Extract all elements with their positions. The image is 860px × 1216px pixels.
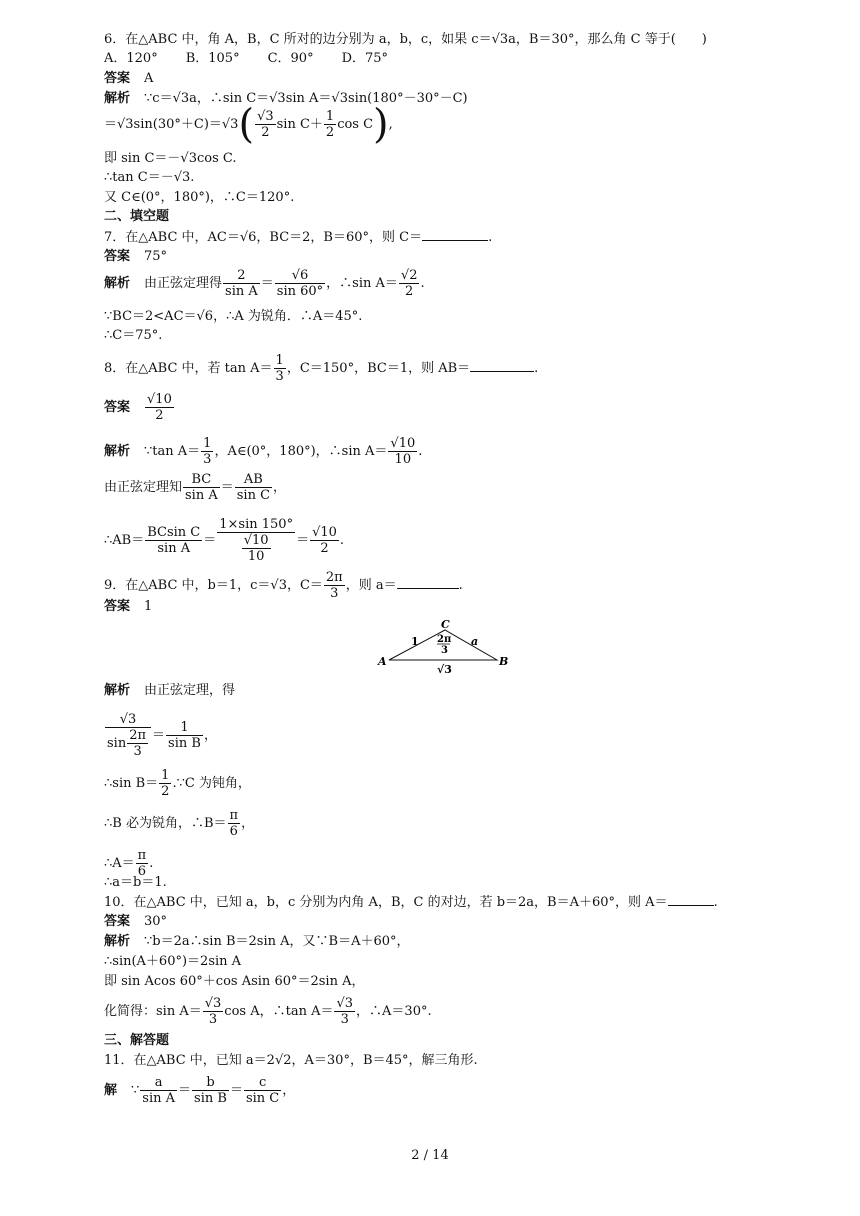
fraction <box>192 1075 229 1106</box>
answer-label: 答案 <box>104 599 131 614</box>
q6-analysis-text: ∵c＝√3a，∴sin C＝√3sin A＝√3sin(180°－30°－C) <box>144 91 468 106</box>
frac-num: 1×sin 150° <box>219 517 294 532</box>
equals: ＝ <box>152 728 166 743</box>
q10-stem-end: . <box>713 895 718 910</box>
q6-option-b: B．105° <box>185 51 240 66</box>
frac-num: 1 <box>203 436 212 451</box>
fraction <box>166 720 203 751</box>
frac-den: 6 <box>229 824 238 839</box>
fraction <box>145 392 174 423</box>
q10-analysis-text: 化简得：sin A＝ <box>104 1004 202 1019</box>
q6-analysis-line2 <box>104 101 393 148</box>
page-number: 2 / 14 <box>411 1148 449 1163</box>
q7-analysis-line2 <box>104 308 362 326</box>
fraction <box>223 268 260 299</box>
q6-stem-paren: ) <box>701 32 707 47</box>
q8-analysis-text: ，A∈(0°，180°)，∴sin A＝ <box>214 444 388 459</box>
fraction <box>203 996 224 1027</box>
frac-num: 2π <box>129 728 147 743</box>
q10-analysis-text: ∵b＝2a∴sin B＝2sin A，又∵B＝A＋60°， <box>144 934 410 949</box>
fraction <box>127 728 148 759</box>
frac-den: sin C <box>236 488 271 503</box>
q10-analysis-line4 <box>104 996 432 1027</box>
triangle-figure <box>375 618 515 678</box>
q7-answer <box>104 248 167 266</box>
frac-num: π <box>137 848 147 863</box>
q6-answer-value: A <box>144 71 154 86</box>
q10-stem <box>104 893 718 912</box>
q9-analysis-text: ∴B 必为锐角，∴B＝ <box>104 816 227 831</box>
fraction <box>324 109 336 140</box>
q6-stem <box>104 31 707 49</box>
q10-analysis-line2 <box>104 953 241 971</box>
q6-analysis-text: sin C＋ <box>276 117 323 132</box>
vertex-label-a: A <box>378 655 387 668</box>
fraction <box>235 472 272 503</box>
fraction <box>388 436 417 467</box>
frac-num: √10 <box>243 533 269 548</box>
q8-analysis-line1 <box>104 436 422 467</box>
frac-num: BCsin C <box>147 525 201 540</box>
q8-stem-text: ，C＝150°，BC＝1，则 AB＝ <box>286 361 471 376</box>
q10-analysis-line3 <box>104 973 364 991</box>
side-label-a: a <box>471 635 479 648</box>
side-label-b: 1 <box>411 635 419 648</box>
q8-analysis-text: ， <box>273 480 287 495</box>
frac-den: sin B <box>194 1091 227 1106</box>
q7-stem <box>104 228 492 247</box>
frac-den: 2 <box>405 284 414 299</box>
left-paren: ( <box>238 101 255 148</box>
frac-den: 3 <box>330 586 339 601</box>
frac-den: sin A <box>185 488 218 503</box>
frac-den: 6 <box>137 864 147 879</box>
side-label-c: √3 <box>437 663 452 676</box>
frac-num: √3 <box>257 109 274 124</box>
q7-analysis-text: ∴C＝75°. <box>104 328 163 343</box>
q6-analysis-text: 又 C∈(0°，180°)，∴C＝120°. <box>104 190 295 205</box>
equals: ＝ <box>296 533 310 548</box>
answer-label: 答案 <box>104 71 131 86</box>
q7-analysis-text: ，∴sin A＝ <box>326 276 398 291</box>
fraction <box>399 268 420 299</box>
frac-num: BC <box>183 472 220 488</box>
q11-stem <box>104 1052 478 1070</box>
q10-analysis-line1 <box>104 933 410 951</box>
frac-num: √10 <box>147 392 172 407</box>
q11-solution-text: ∵ <box>131 1083 140 1098</box>
vertex-label-c: C <box>441 618 450 631</box>
fraction <box>334 996 355 1027</box>
angle-label-num: 2π <box>437 634 452 645</box>
frac-num: AB <box>235 472 272 488</box>
vertex-label-b: B <box>499 655 509 668</box>
frac-num: 1 <box>275 353 284 368</box>
q6-analysis-text: ＝√3sin(30°＋C)＝√3 <box>104 117 239 132</box>
answer-label: 答案 <box>104 914 131 929</box>
frac-den <box>217 533 295 564</box>
fraction <box>274 353 286 384</box>
q6-analysis-line5 <box>104 189 294 207</box>
frac-num: 2 <box>223 268 260 284</box>
frac-den: sin A <box>225 284 258 299</box>
equals: ＝ <box>260 276 274 291</box>
frac-den: 2 <box>155 408 164 423</box>
section-heading-fill-in: 二、填空题 <box>104 209 170 224</box>
q9-analysis-text: . <box>149 856 154 871</box>
frac-num: √6 <box>275 268 325 284</box>
q9-analysis-line5 <box>104 874 167 892</box>
q6-analysis-text: 即 sin C＝－√3cos C. <box>104 151 237 166</box>
frac-num: b <box>192 1075 229 1091</box>
frac-den: 2 <box>325 125 335 140</box>
analysis-label: 解析 <box>104 683 131 698</box>
frac-num: √10 <box>312 525 337 540</box>
q6-analysis-text: , <box>388 117 393 132</box>
q10-analysis-text: ∴sin(A＋60°)＝2sin A <box>104 954 242 969</box>
q9-analysis-text: ∴sin B＝ <box>104 776 159 791</box>
fraction <box>310 525 339 556</box>
frac-den: 2 <box>261 125 270 140</box>
fraction <box>324 570 345 601</box>
compound-fraction <box>105 712 151 759</box>
angle-label-den: 3 <box>441 645 448 656</box>
frac-num: √10 <box>390 436 416 451</box>
q9-analysis-text: 由正弦定理，得 <box>144 683 236 698</box>
q8-stem-text: 8．在△ABC 中，若 tan A＝ <box>104 361 273 376</box>
fraction <box>183 472 220 503</box>
equals: ＝ <box>178 1083 192 1098</box>
q9-analysis-line2 <box>104 768 251 799</box>
q6-analysis-line3 <box>104 150 237 168</box>
q11-solution-text: ， <box>282 1083 296 1098</box>
frac-den: 2 <box>161 784 170 799</box>
q9-stem-text: 9．在△ABC 中，b＝1，c＝√3，C＝ <box>104 578 323 593</box>
q6-analysis-line4 <box>104 169 194 187</box>
fraction <box>201 436 213 467</box>
frac-den: 3 <box>275 369 284 384</box>
q10-stem-text: 10．在△ABC 中，已知 a，b，c 分别为内角 A，B，C 的对边，若 b＝2a，B＝A＋60°，则 A＝ <box>104 895 668 910</box>
q9-analysis-line0 <box>104 682 235 700</box>
equals: ＝ <box>203 533 217 548</box>
q9-answer-value: 1 <box>144 599 153 614</box>
fraction <box>244 1075 281 1106</box>
q9-analysis-text: ， <box>241 816 255 831</box>
frac-num: √3 <box>204 996 222 1011</box>
frac-num: π <box>229 808 239 823</box>
frac-num: c <box>244 1075 281 1091</box>
frac-num: a <box>140 1075 177 1091</box>
solution-label: 解 <box>104 1083 118 1098</box>
q9-analysis-text: ∴a＝b＝1. <box>104 875 167 890</box>
q8-analysis-line2 <box>104 472 286 503</box>
frac-num: 1 <box>161 768 170 783</box>
q8-analysis-text: ∵tan A＝ <box>144 444 201 459</box>
frac-den: 2 <box>320 541 329 556</box>
q7-analysis-text: 由正弦定理得 <box>144 276 223 291</box>
answer-blank <box>470 359 534 372</box>
q8-stem-end: . <box>534 361 539 376</box>
frac-den: sin B <box>168 736 201 751</box>
frac-den: sin 60° <box>276 284 324 299</box>
analysis-label: 解析 <box>104 934 131 949</box>
q10-analysis-text: ，∴A＝30°. <box>356 1004 432 1019</box>
q7-analysis-text: ∵BC＝2<AC＝√6，∴A 为锐角．∴A＝45°. <box>104 309 363 324</box>
q6-analysis-line1 <box>104 90 468 108</box>
answer-label: 答案 <box>104 249 131 264</box>
answer-label: 答案 <box>104 400 131 415</box>
q7-analysis-line3 <box>104 327 162 345</box>
equals: ＝ <box>220 480 234 495</box>
frac-den: 10 <box>247 549 265 564</box>
q7-analysis-text: . <box>420 276 425 291</box>
q6-answer <box>104 70 153 88</box>
q8-analysis-text: 由正弦定理知 <box>104 480 183 495</box>
frac-num: √3 <box>105 712 151 728</box>
q7-stem-end: . <box>488 230 493 245</box>
q9-answer <box>104 598 152 616</box>
compound-fraction <box>217 517 295 564</box>
analysis-label: 解析 <box>104 91 131 106</box>
answer-blank <box>397 576 459 589</box>
q6-stem-text: 6．在△ABC 中，角 A，B，C 所对的边分别为 a，b，c，如果 c＝√3a，B＝30°，那么角 C 等于( <box>104 32 676 47</box>
frac-num: 1 <box>325 109 335 124</box>
q9-stem-end: . <box>458 578 463 593</box>
frac-num: 2π <box>325 570 343 585</box>
equals: ＝ <box>229 1083 243 1098</box>
fraction <box>228 808 241 839</box>
answer-blank <box>422 228 488 241</box>
q6-option-a: A．120° <box>104 51 158 66</box>
frac-den: 3 <box>133 744 142 759</box>
fraction <box>242 533 271 564</box>
q8-analysis-text: . <box>418 444 423 459</box>
fraction <box>159 768 171 799</box>
q11-solution-line1 <box>104 1075 295 1106</box>
q9-stem-text: ，则 a＝ <box>345 578 397 593</box>
q8-stem <box>104 353 538 384</box>
q6-analysis-text: cos C <box>337 117 374 132</box>
frac-den: sin A <box>157 541 191 556</box>
q11-stem-text: 11．在△ABC 中，已知 a＝2√2，A＝30°，B＝45°，解三角形. <box>104 1053 478 1068</box>
fraction <box>140 1075 177 1106</box>
frac-den: sin A <box>142 1091 176 1106</box>
q9-analysis-text: .∵C 为钝角， <box>172 776 251 791</box>
frac-num: √3 <box>336 996 354 1011</box>
q8-analysis-line3 <box>104 517 344 564</box>
frac-den: 3 <box>203 452 212 467</box>
q10-answer-value: 30° <box>144 914 168 929</box>
q8-analysis-text: . <box>339 533 345 548</box>
answer-blank <box>668 893 714 906</box>
q6-options <box>104 50 388 68</box>
fraction <box>255 109 276 140</box>
q8-analysis-text: ∴AB＝ <box>104 533 145 548</box>
q10-answer <box>104 913 167 931</box>
fraction <box>275 268 325 299</box>
q10-analysis-text: cos A，∴tan A＝ <box>224 1004 334 1019</box>
right-paren: ) <box>373 101 389 148</box>
q6-option-c: C．90° <box>267 51 314 66</box>
q9-analysis-line3 <box>104 808 254 839</box>
q9-analysis-text: ， <box>203 728 217 743</box>
frac-den: 3 <box>340 1012 349 1027</box>
q6-option-d: D．75° <box>341 51 389 66</box>
section-heading-solve: 三、解答题 <box>104 1033 170 1048</box>
frac-num: 1 <box>166 720 203 736</box>
q7-stem-text: 7．在△ABC 中，AC＝√6，BC＝2，B＝60°，则 C＝ <box>104 230 423 245</box>
frac-num: √2 <box>400 268 418 283</box>
frac-den: 3 <box>208 1012 218 1027</box>
fraction <box>145 525 202 556</box>
q6-analysis-text: ∴tan C＝－√3. <box>104 170 195 185</box>
q9-analysis-text: ∴A＝ <box>104 856 135 871</box>
frac-den: sin C <box>245 1091 280 1106</box>
q8-answer <box>104 392 175 423</box>
q7-analysis-line1 <box>104 268 425 299</box>
sin-text: sin <box>107 736 127 751</box>
q9-stem <box>104 570 463 601</box>
q7-answer-value: 75° <box>144 249 168 264</box>
frac-den: 10 <box>394 452 412 467</box>
analysis-label: 解析 <box>104 276 131 291</box>
q10-analysis-text: 即 sin Acos 60°＋cos Asin 60°＝2sin A， <box>104 974 365 989</box>
frac-den <box>105 728 151 759</box>
q9-analysis-line1 <box>104 712 217 759</box>
analysis-label: 解析 <box>104 444 131 459</box>
